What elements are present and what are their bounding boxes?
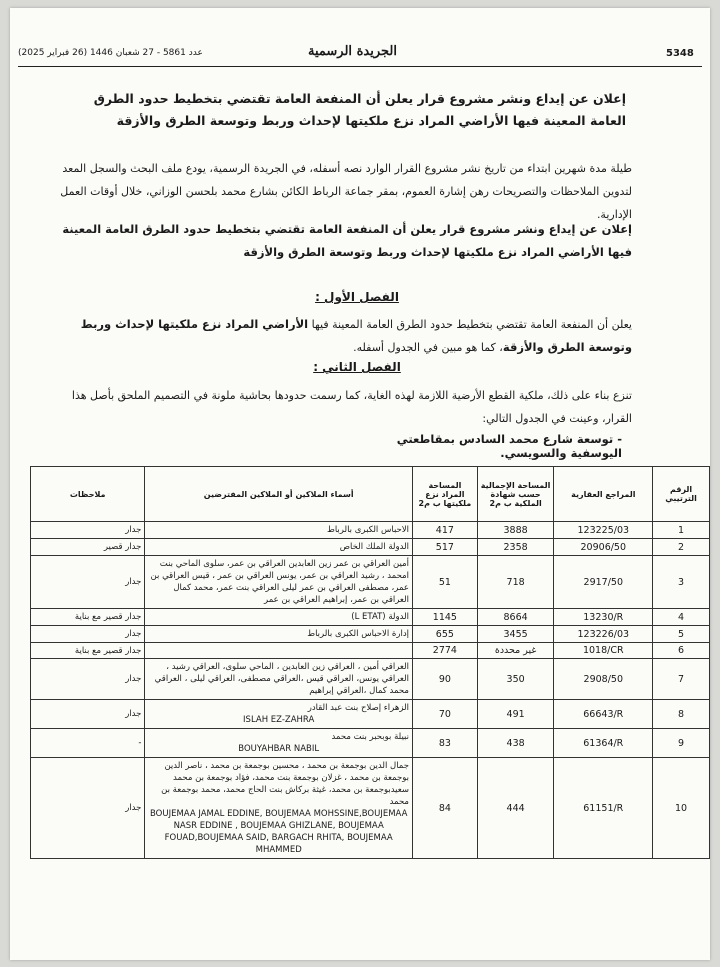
section2-title: الفصل الثاني : bbox=[313, 360, 401, 374]
section1-title: الفصل الأول : bbox=[315, 290, 399, 304]
cell-num: 6 bbox=[653, 643, 710, 659]
cell-owners bbox=[145, 758, 413, 859]
table-row bbox=[31, 643, 710, 659]
owner-names-arabic: الاحباس الكبرى بالرباط bbox=[326, 525, 409, 535]
cell-total-area: 491 bbox=[477, 700, 554, 729]
cell-ref: 13230/R bbox=[554, 609, 653, 626]
cell-total-area: 350 bbox=[477, 659, 554, 700]
cell-expropriated-area: 517 bbox=[412, 539, 477, 556]
cell-notes: جدار قصير مع بناية bbox=[31, 643, 145, 659]
owner-names-arabic: العراقي أمين ، العراقي زين العابدين ، الماحي سلوى، العراقي رشيد ، العراقي يونس، العراقي قيس ،العراقي مصطفى، العراقي ليلى ، العراقي محمد كمال ،العراقي إبراهيم bbox=[154, 662, 409, 696]
cell-notes: جدار bbox=[31, 659, 145, 700]
cell-total-area: 3888 bbox=[477, 522, 554, 539]
cell-num: 2 bbox=[653, 539, 710, 556]
table-row bbox=[31, 729, 710, 758]
col-num-header: الرقم الترتيبي bbox=[653, 467, 710, 522]
cell-num: 8 bbox=[653, 700, 710, 729]
cell-ref: 2917/50 bbox=[554, 556, 653, 609]
col-total-area-header: المساحة الإجمالية حسب شهادة الملكية ب م2 bbox=[477, 467, 554, 522]
cell-notes: جدار bbox=[31, 626, 145, 643]
cell-total-area: 3455 bbox=[477, 626, 554, 643]
col-expropriated-area-header: المساحة المراد نزع ملكيتها ب م2 bbox=[412, 467, 477, 522]
section1-text-bold: الأراضي المراد نزع ملكيتها لإحداث وربط وتوسعة الطرق والأزقة bbox=[80, 317, 632, 354]
col-ref-header: المراجع العقارية bbox=[554, 467, 653, 522]
cell-owners bbox=[145, 643, 413, 659]
owner-names-arabic: إدارة الاحباس الكبرى بالرباط bbox=[307, 629, 409, 639]
expropriation-table bbox=[30, 466, 710, 859]
intro-paragraph: طيلة مدة شهرين ابتداء من تاريخ نشر مشروع القرار الوارد نصه أسفله، في الجريدة الرسمية، يودع ملف البحث والسجل المعد لتدوين الملاحظات والتصريحات رهن إشارة العموم، بمقر جماعة الرباط الكائن بشارع محمد بلحسن الوزاني، خلال أوقات العمل الإدارية. bbox=[60, 162, 632, 221]
cell-notes: جدار قصير bbox=[31, 539, 145, 556]
cell-notes: جدار bbox=[31, 556, 145, 609]
cell-notes: جدار قصير مع بناية bbox=[31, 609, 145, 626]
section1-text-end: ، كما هو مبين في الجدول أسفله. bbox=[353, 341, 503, 354]
cell-notes: جدار bbox=[31, 522, 145, 539]
table-row bbox=[31, 522, 710, 539]
col-notes-header: ملاحظات bbox=[31, 467, 145, 522]
cell-expropriated-area: 70 bbox=[412, 700, 477, 729]
owner-names-arabic: جمال الدين بوجمعة بن محمد ، محسين بوجمعة بن محمد ، ناصر الدين بوجمعة بن محمد ، غزلان بوجمعة بنت محمد، فؤاد بوجمعة بن محمد سعيدبوجمعة بن محمد، غيثة بركاش بنت الحاج محمد، محمد بوجمعة بن محمد bbox=[161, 761, 409, 807]
table-row bbox=[31, 700, 710, 729]
cell-ref: 2908/50 bbox=[554, 659, 653, 700]
col-owners-header: أسماء الملاكين أو الملاكين المفترضين bbox=[145, 467, 413, 522]
cell-ref: 1018/CR bbox=[554, 643, 653, 659]
cell-num: 3 bbox=[653, 556, 710, 609]
cell-owners bbox=[145, 556, 413, 609]
cell-owners bbox=[145, 659, 413, 700]
owner-names-latin: ISLAH EZ-ZAHRA bbox=[243, 715, 315, 725]
cell-notes: جدار bbox=[31, 700, 145, 729]
cell-ref: 123225/03 bbox=[554, 522, 653, 539]
owner-names-arabic: نبيلة بوبحبر بنت محمد bbox=[331, 732, 409, 742]
cell-ref: 123226/03 bbox=[554, 626, 653, 643]
cell-expropriated-area: 83 bbox=[412, 729, 477, 758]
cell-expropriated-area: 84 bbox=[412, 758, 477, 859]
cell-expropriated-area: 90 bbox=[412, 659, 477, 700]
cell-expropriated-area: 417 bbox=[412, 522, 477, 539]
owner-names-latin: BOUYAHBAR NABIL bbox=[238, 744, 320, 754]
cell-owners bbox=[145, 522, 413, 539]
table-row bbox=[31, 556, 710, 609]
cell-total-area: 444 bbox=[477, 758, 554, 859]
table-row bbox=[31, 626, 710, 643]
owner-names-latin: BOUJEMAA JAMAL EDDINE, BOUJEMAA MOHSSINE,BOUJEMAA NASR EDDINE , BOUJEMAA GHIZLANE, BOUJEMAA FOUAD,BOUJEMAA SAID, BARGACH RHITA, BOUJEMAA MHAMMED bbox=[149, 809, 408, 855]
journal-title: الجريدة الرسمية bbox=[308, 44, 397, 59]
cell-ref: 61151/R bbox=[554, 758, 653, 859]
cell-notes: جدار bbox=[31, 758, 145, 859]
cell-num: 1 bbox=[653, 522, 710, 539]
cell-owners bbox=[145, 609, 413, 626]
page-header bbox=[18, 44, 702, 67]
cell-owners bbox=[145, 729, 413, 758]
cell-expropriated-area: 2774 bbox=[412, 643, 477, 659]
cell-owners bbox=[145, 539, 413, 556]
section2-text: تنزع بناء على ذلك، ملكية القطع الأرضية اللازمة لهذه الغاية، كما رسمت حدودها بحاشية ملونة في التصميم الملحق بأصل هذا القرار، وعينت في الجدول التالي: bbox=[71, 389, 632, 425]
table-row bbox=[31, 659, 710, 700]
document-title: إعلان عن إيداع ونشر مشروع قرار يعلن أن المنفعة العامة تقتضي بتخطيط حدود الطرق العامة المعينة فيها الأراضي المراد نزع ملكيتها لإحداث وربط وتوسعة الطرق والأزقة bbox=[93, 91, 626, 128]
table-row bbox=[31, 539, 710, 556]
owner-names-arabic: الدولة (L ETAT) bbox=[351, 612, 409, 622]
owner-names-arabic: أمين العراقي بن عمر زين العابدين العراقي بن عمر، سلوى الماحي بنت امحمد ، رشيد العراقي بن عمر، يونس العراقي بن عمر ، قيس العراقي بن عمر، مصطفى العراقي بن عمر ليلى العراقي بنت عمر، محمد كمال العراقي بن عمر، إبراهيم العراقي بن عمر bbox=[150, 559, 409, 605]
cell-num: 10 bbox=[653, 758, 710, 859]
section1-text bbox=[50, 313, 632, 359]
issue-info: عدد 5861 - 27 شعبان 1446 (26 فبراير 2025) bbox=[18, 48, 203, 58]
cell-notes: - bbox=[31, 729, 145, 758]
gazette-page bbox=[10, 8, 710, 960]
cell-total-area: 718 bbox=[477, 556, 554, 609]
cell-owners bbox=[145, 626, 413, 643]
cell-ref: 66643/R bbox=[554, 700, 653, 729]
cell-num: 9 bbox=[653, 729, 710, 758]
cell-ref: 20906/50 bbox=[554, 539, 653, 556]
section1-text-start: يعلن أن المنفعة العامة تقتضي بتخطيط حدود الطرق العامة المعينة فيها bbox=[311, 318, 632, 331]
table-header-row bbox=[31, 467, 710, 522]
cell-expropriated-area: 655 bbox=[412, 626, 477, 643]
page-number: 5348 bbox=[666, 48, 694, 59]
cell-total-area: 438 bbox=[477, 729, 554, 758]
bullet-item: - توسعة شارع محمد السادس بمقاطعتي اليوسفية والسويسي. bbox=[396, 432, 622, 460]
table-row bbox=[31, 758, 710, 859]
cell-num: 4 bbox=[653, 609, 710, 626]
cell-num: 7 bbox=[653, 659, 710, 700]
cell-expropriated-area: 51 bbox=[412, 556, 477, 609]
cell-total-area: 8664 bbox=[477, 609, 554, 626]
cell-ref: 61364/R bbox=[554, 729, 653, 758]
cell-num: 5 bbox=[653, 626, 710, 643]
cell-owners bbox=[145, 700, 413, 729]
owner-names-arabic: الزهراء إصلاح بنت عبد القادر bbox=[307, 703, 409, 713]
cell-total-area: غير محددة bbox=[477, 643, 554, 659]
cell-expropriated-area: 1145 bbox=[412, 609, 477, 626]
announcement-paragraph: إعلان عن إيداع ونشر مشروع قرار يعلن أن المنفعة العامة تقتضي بتخطيط حدود الطرق العامة المعينة فيها الأراضي المراد نزع ملكيتها لإحداث وربط وتوسعة الطرق والأزقة bbox=[62, 222, 632, 259]
cell-total-area: 2358 bbox=[477, 539, 554, 556]
owner-names-arabic: الدولة الملك الخاص bbox=[339, 542, 409, 552]
table-row bbox=[31, 609, 710, 626]
